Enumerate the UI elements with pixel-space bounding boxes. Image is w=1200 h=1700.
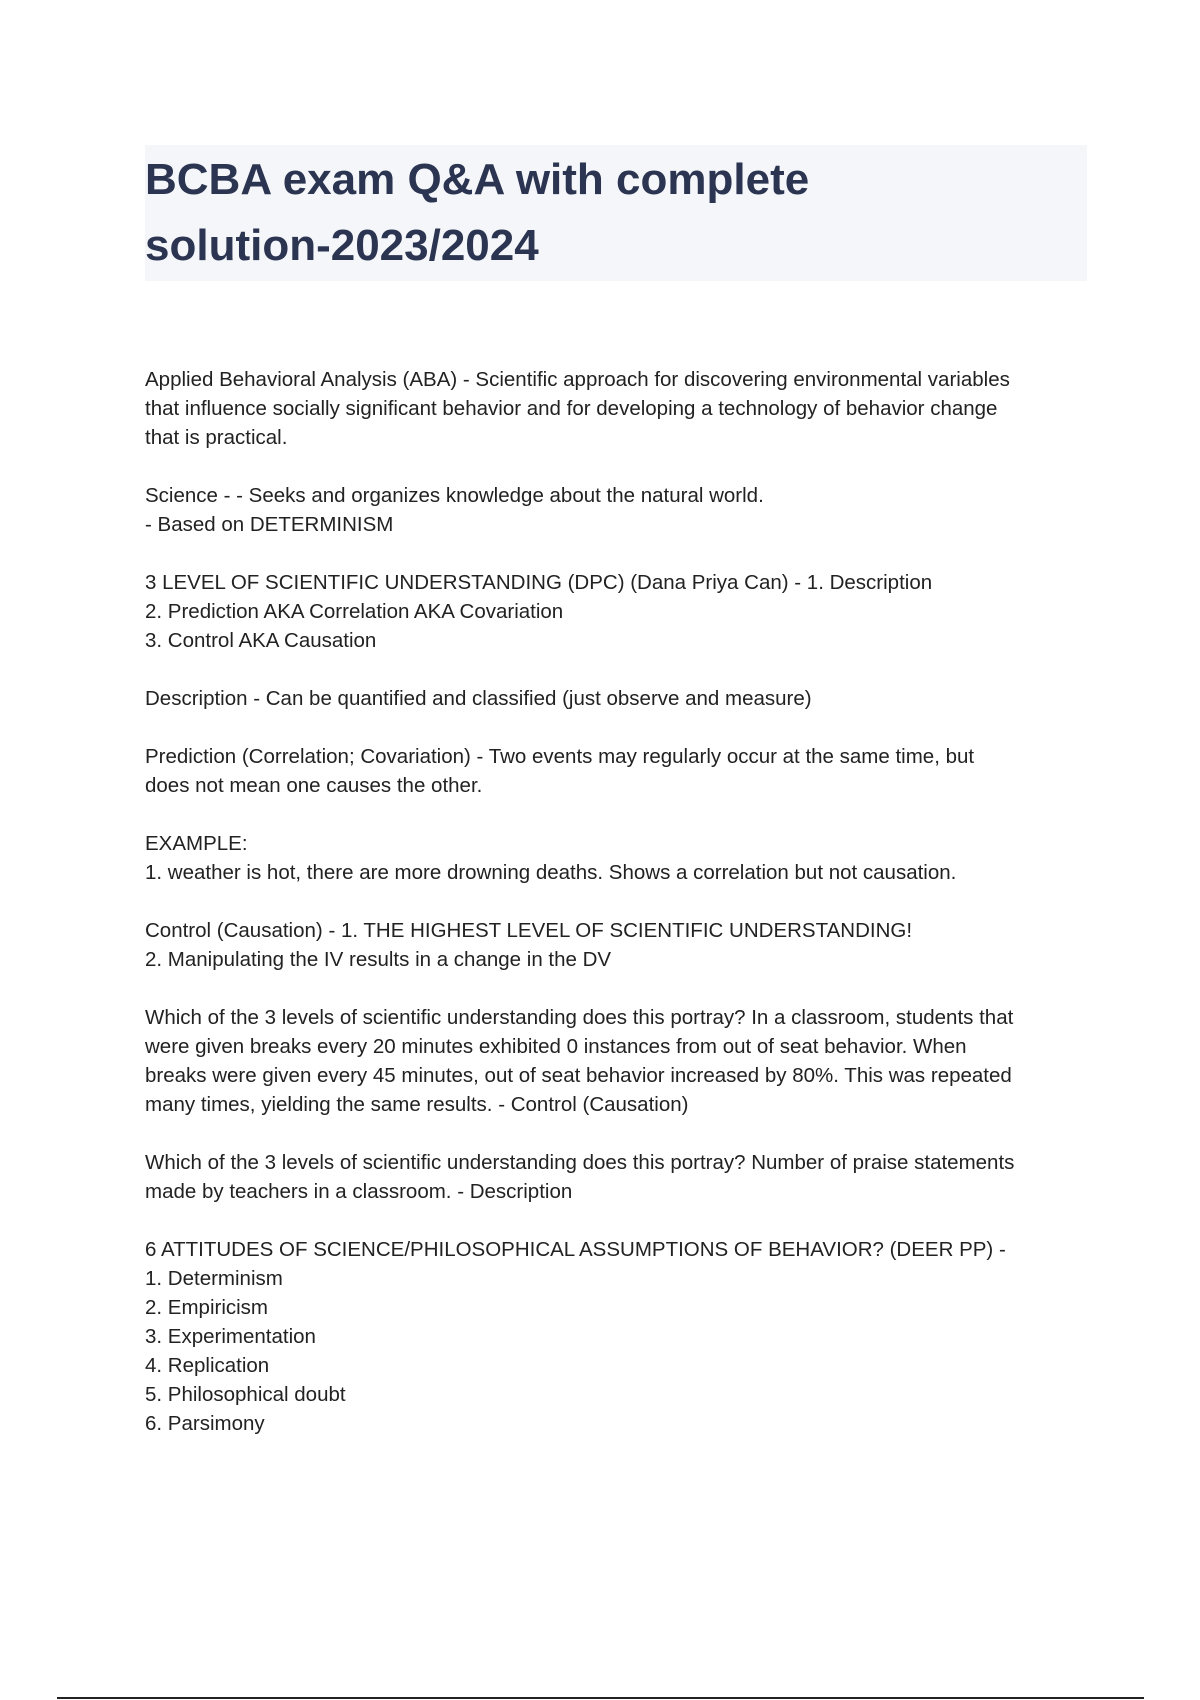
qa-entry-aba: Applied Behavioral Analysis (ABA) - Scientific approach for discovering environmental variables that influence socially significant behavior and for developing a technology of behavior change that is practical. <box>145 368 1010 449</box>
title-banner <box>145 145 1087 281</box>
qa-entry-prediction: Prediction (Correlation; Covariation) - Two events may regularly occur at the same time, but does not mean one causes the other. <box>145 745 975 797</box>
footer-divider <box>57 1697 1144 1699</box>
qa-entry-description: Description - Can be quantified and classified (just observe and measure) <box>145 687 812 710</box>
qa-entry-control: Control (Causation) - 1. THE HIGHEST LEVEL OF SCIENTIFIC UNDERSTANDING! 2. Manipulating the IV results in a change in the DV <box>145 919 913 971</box>
qa-entry-question-control: Which of the 3 levels of scientific understanding does this portray? In a classroom, students that were given breaks every 20 minutes exhibited 0 instances from out of seat behavior. When breaks were given every 45 minutes, out of seat behavior increased by 80%. This was repeated many times, yielding the same results. - Control (Causation) <box>145 1006 1014 1116</box>
qa-content <box>145 365 1095 1467</box>
qa-entry-example: EXAMPLE: 1. weather is hot, there are more drowning deaths. Shows a correlation but not causation. <box>145 832 957 884</box>
page-title: BCBA exam Q&A with complete solution-2023/2024 <box>145 155 810 270</box>
qa-entry-science: Science - - Seeks and organizes knowledge about the natural world. - Based on DETERMINISM <box>145 484 764 536</box>
qa-entry-levels: 3 LEVEL OF SCIENTIFIC UNDERSTANDING (DPC) (Dana Priya Can) - 1. Description 2. Prediction AKA Correlation AKA Covariation 3. Control AKA Causation <box>145 571 933 652</box>
qa-entry-question-description: Which of the 3 levels of scientific understanding does this portray? Number of praise statements made by teachers in a classroom. - Description <box>145 1151 1015 1203</box>
qa-entry-attitudes: 6 ATTITUDES OF SCIENCE/PHILOSOPHICAL ASSUMPTIONS OF BEHAVIOR? (DEER PP) - 1. Determinism 2. Empiricism 3. Experimentation 4. Replication 5. Philosophical doubt 6. Parsimony <box>145 1238 1006 1435</box>
